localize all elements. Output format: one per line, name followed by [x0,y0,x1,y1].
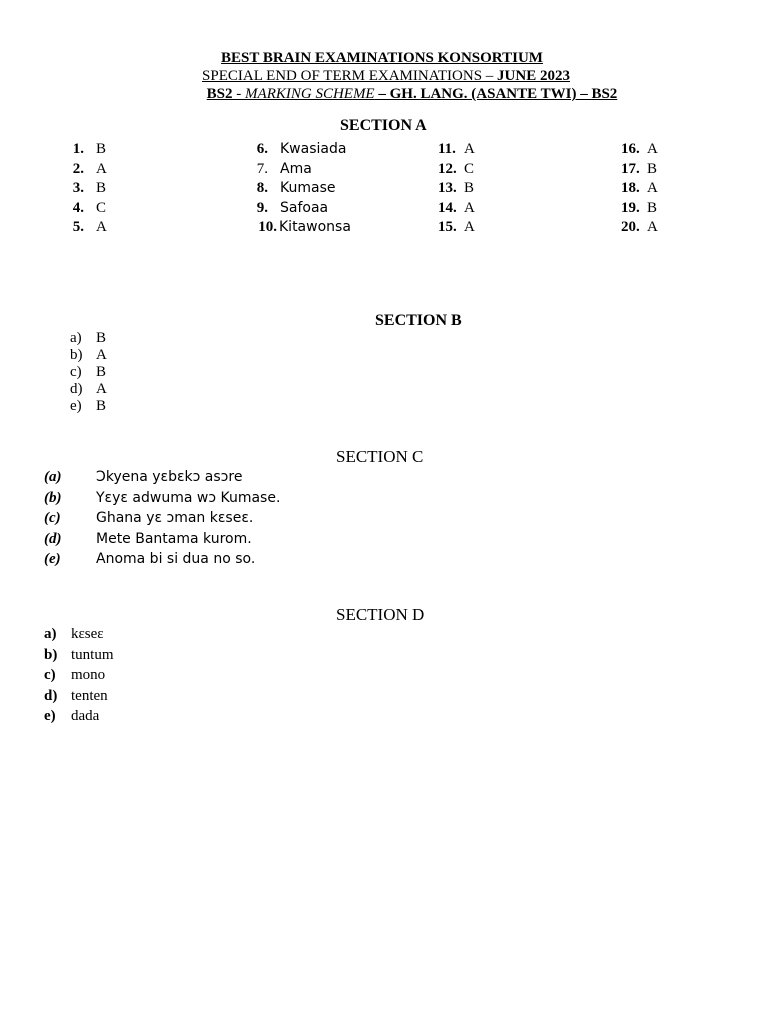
item-label: d) [70,381,83,397]
list-item [44,645,114,666]
answer: B [96,180,107,196]
question-number: 3. [72,180,84,196]
scheme-sep: - [232,86,246,102]
answer-row [252,179,351,199]
list-item [44,467,280,488]
list-item [44,488,280,509]
answer: A [647,141,658,157]
list-item [70,347,107,364]
scheme-title [28,86,768,103]
section-a-column-2 [252,140,351,238]
section-a-column-4 [621,140,658,238]
answer-sentence: Ghana yɛ ɔman kɛseɛ. [96,510,254,526]
answer-word: tuntum [71,646,114,663]
item-label: a) [70,330,82,346]
answer: Kwasiada [280,141,347,157]
list-item [44,706,114,727]
answer: B [96,364,107,380]
answer: A [96,381,107,397]
list-item [44,624,114,645]
list-item [70,381,107,398]
exam-body-title: BEST BRAIN EXAMINATIONS KONSORTIUM [221,50,543,66]
answer-row [438,140,475,160]
answer-row [252,199,351,219]
item-label: c) [70,364,82,380]
answer-row [438,179,475,199]
answer: B [647,160,658,177]
answer-row [252,140,351,160]
answer-row [621,218,658,238]
answer: Kumase [280,180,336,196]
question-number: 14. [438,199,457,216]
marking-scheme-label: MARKING SCHEME [245,86,375,102]
item-label: e) [44,708,56,724]
item-label: (e) [44,551,61,567]
answer-row [438,199,475,219]
list-item [70,364,107,381]
answer: B [96,330,107,346]
list-item [44,549,280,570]
answer-word: kɛseɛ [71,626,104,642]
list-item [70,330,107,347]
answer: C [96,199,107,216]
exam-date: JUNE 2023 [497,68,570,84]
answer-row [252,160,351,180]
list-item [70,398,107,415]
question-number: 9. [256,199,268,216]
exam-subtitle-text: SPECIAL END OF TERM EXAMINATIONS – [202,68,498,84]
question-number: 4. [72,199,84,216]
question-number: 7. [256,160,268,177]
answer-word: tenten [71,687,108,704]
item-label: a) [44,626,57,642]
question-number: 20. [621,219,640,235]
answer: B [647,199,658,216]
section-c-title: SECTION C [336,447,424,466]
question-number: 10. [258,219,277,235]
section-b-title: SECTION B [375,312,462,329]
answer-row [68,218,107,238]
answer: A [464,199,475,216]
question-number: 13. [438,180,457,196]
question-number: 11. [438,141,456,157]
item-label: (d) [44,530,62,547]
answer-sentence: Mete Bantama kurom. [96,530,252,547]
answer: Kitawonsa [279,219,351,235]
question-number: 19. [621,199,640,216]
question-number: 6. [256,141,268,157]
section-a-title: SECTION A [340,117,427,134]
answer-word: mono [71,667,106,683]
question-number: 5. [72,219,84,235]
section-c-list [44,467,280,570]
answer-row [252,218,351,238]
answer-row [68,160,107,180]
answer: A [464,219,475,235]
item-label: b) [70,347,83,363]
item-label: (c) [44,510,61,526]
class-level-end: BS2 [591,86,618,102]
answer: A [647,219,658,235]
item-label: (a) [44,469,62,485]
answer-sentence: Yɛyɛ adwuma wɔ Kumase. [96,489,281,506]
subject-label: – GH. LANG. (ASANTE TWI) – [374,86,592,102]
answer-row [68,199,107,219]
answer-sentence: Ɔkyena yɛbɛkɔ asɔre [96,469,243,485]
question-number: 15. [438,219,457,235]
item-label: d) [44,687,58,704]
answer: Safoaa [280,199,329,216]
answer: A [464,141,475,157]
answer-row [621,140,658,160]
list-item [44,665,114,686]
answer: C [464,160,475,177]
answer: A [96,160,107,177]
item-label: c) [44,667,56,683]
answer-row [621,199,658,219]
section-d-list [44,624,114,727]
question-number: 17. [621,160,640,177]
answer: Ama [280,160,312,177]
item-label: b) [44,646,58,663]
section-b-list [70,330,107,415]
answer-row [68,140,107,160]
answer-row [438,160,475,180]
question-number: 16. [621,141,640,157]
answer-sentence: Anoma bi si dua no so. [96,551,256,567]
list-item [44,508,280,529]
answer: B [96,398,107,414]
question-number: 18. [621,180,640,196]
item-label: (b) [44,489,62,506]
list-item [44,686,114,707]
question-number: 2. [72,160,84,177]
question-number: 12. [438,160,457,177]
class-level: BS2 [206,86,233,102]
exam-subtitle [2,68,768,85]
answer-row [68,179,107,199]
answer: A [647,180,658,196]
answer: B [96,141,107,157]
answer: A [96,219,107,235]
answer-row [438,218,475,238]
answer: A [96,347,107,363]
list-item [44,529,280,550]
answer: B [464,180,475,196]
question-number: 8. [256,180,268,196]
answer-row [621,160,658,180]
section-a-column-3 [438,140,475,238]
section-a-column-1 [68,140,107,238]
section-d-title: SECTION D [336,605,425,624]
answer-word: dada [71,708,100,724]
answer-row [621,179,658,199]
question-number: 1. [72,141,84,157]
item-label: e) [70,398,82,414]
